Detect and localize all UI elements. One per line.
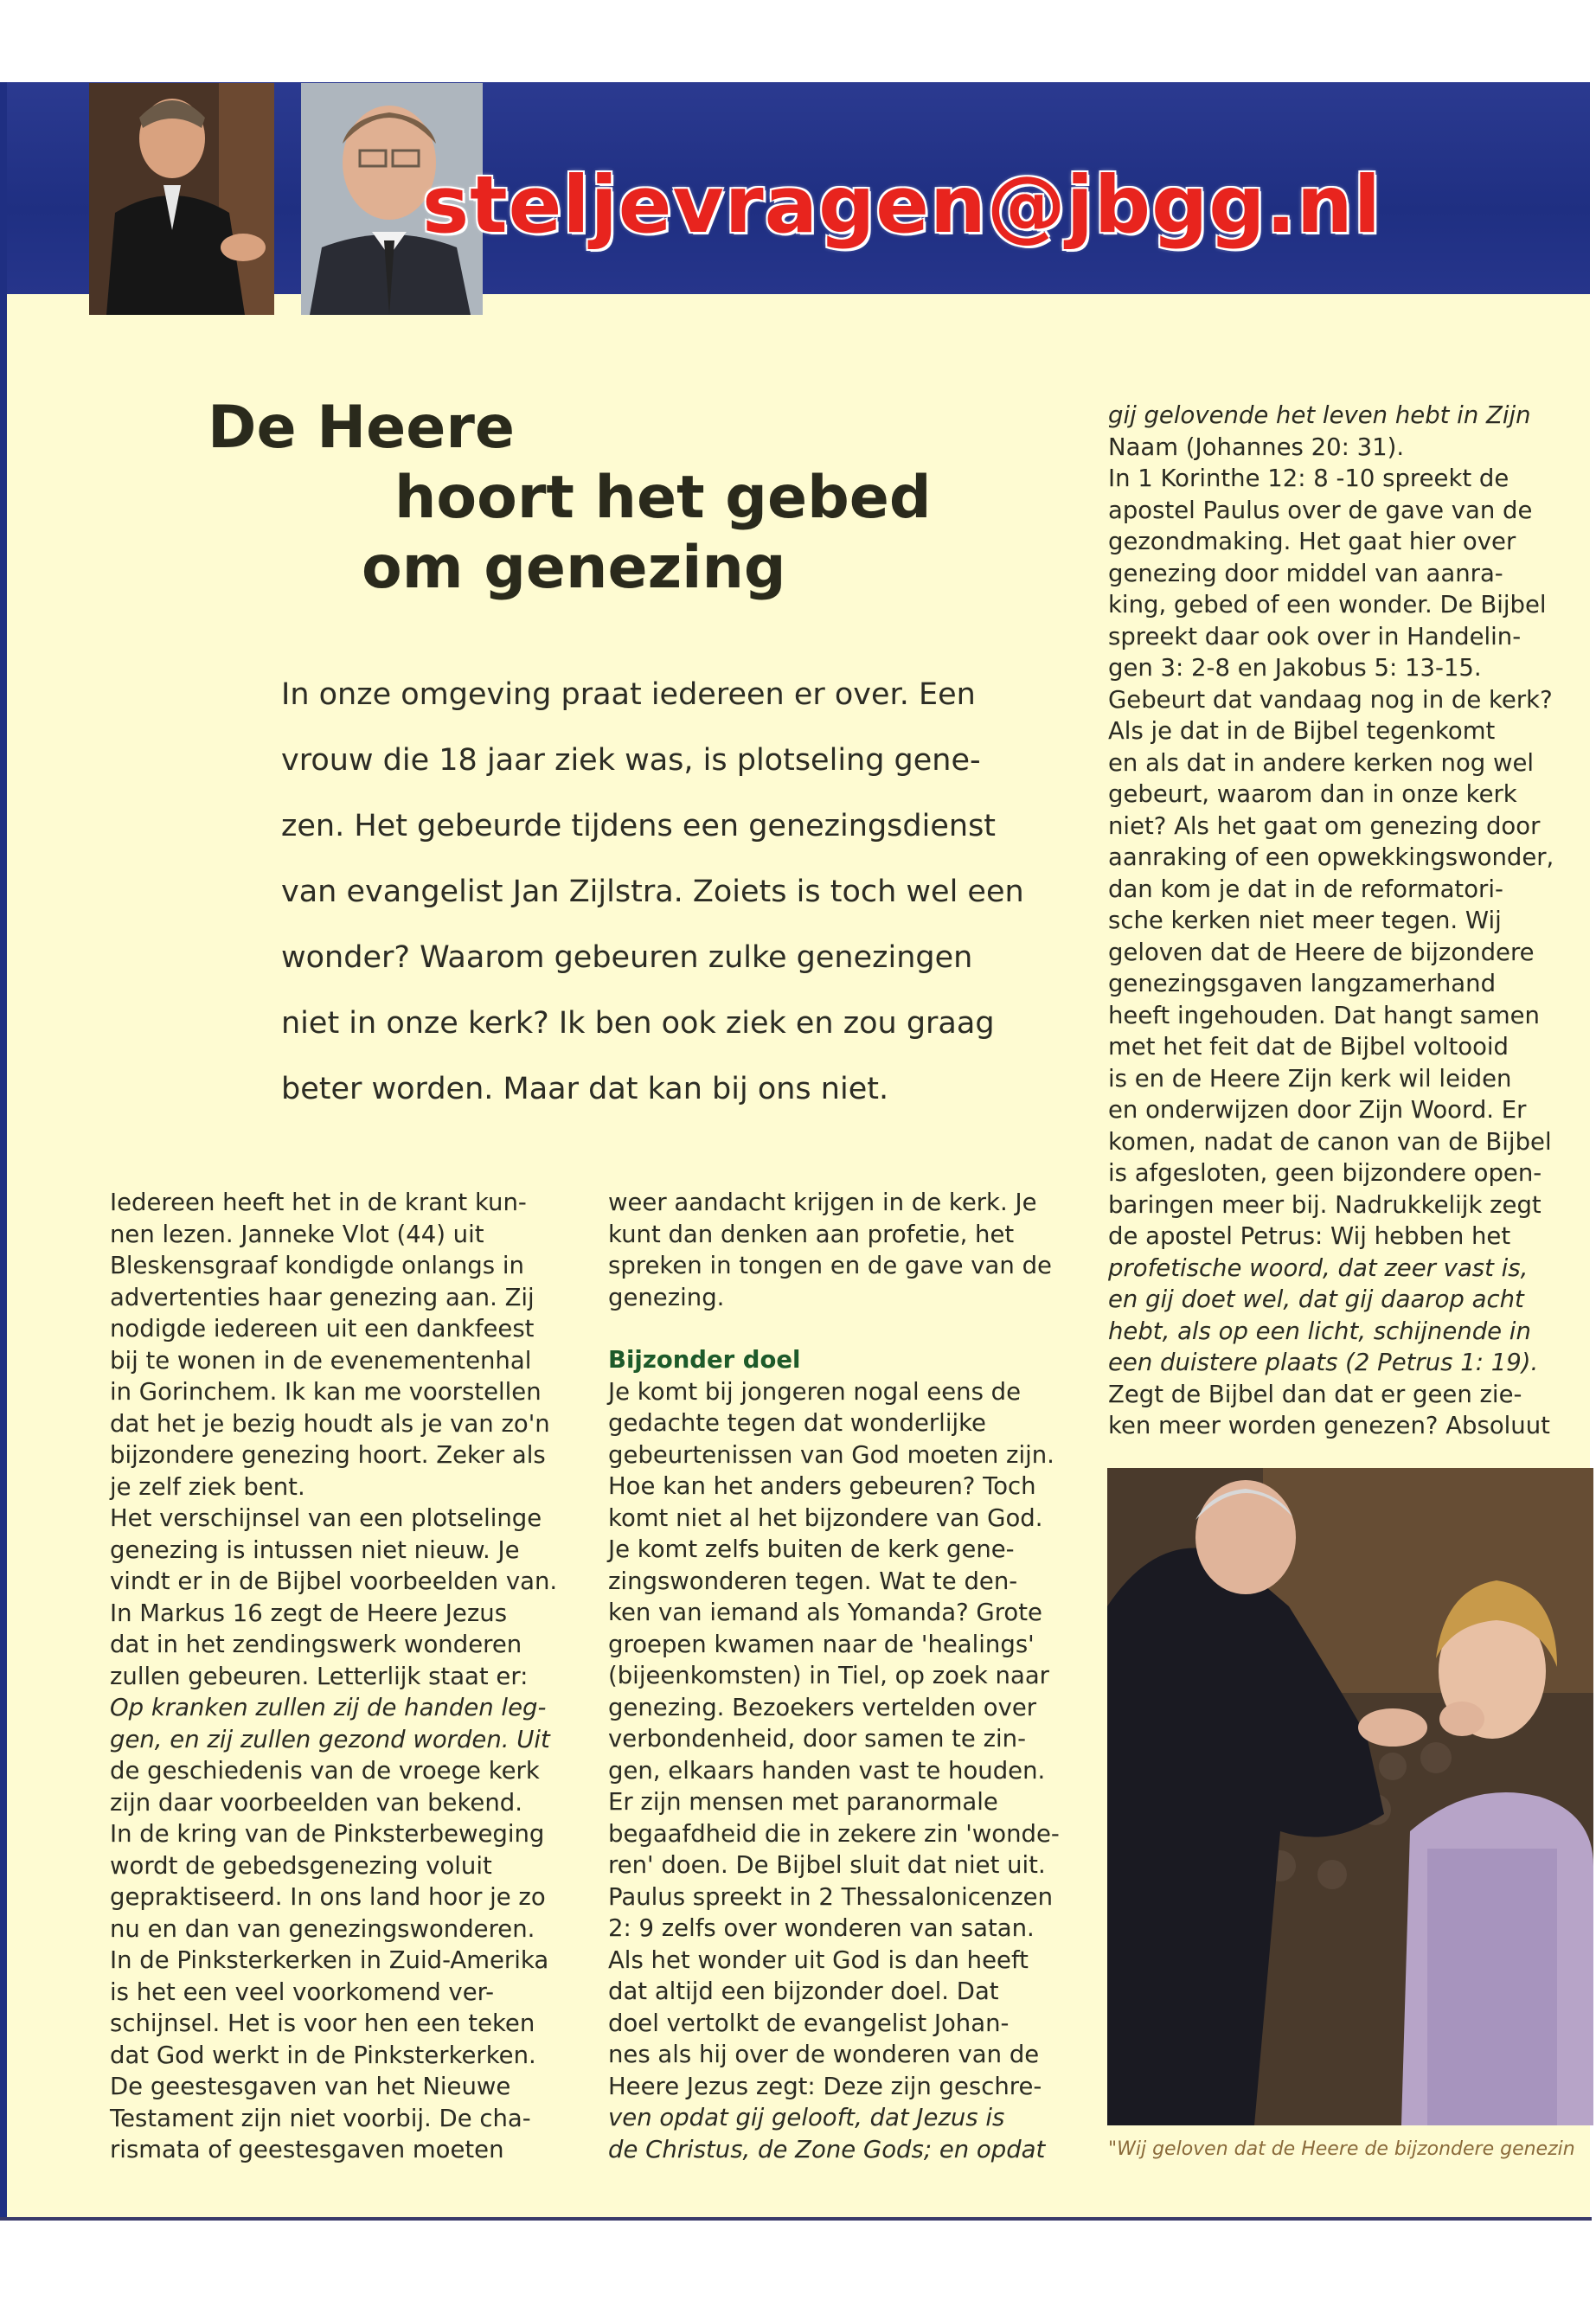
speaker-photo [89,83,274,315]
text-line: genezing. Bezoekers vertelden over [608,1693,1037,1721]
text-line: spreken in tongen en de gave van de [608,1252,1052,1279]
text-line: nodigde iedereen uit een dankfeest [110,1315,535,1343]
text-line: gedachte tegen dat wonderlijke [608,1409,986,1437]
text-line: in Gorinchem. Ik kan me voorstellen [110,1378,542,1406]
subheading: Bijzonder doel [608,1346,801,1374]
text-line: niet? Als het gaat om genezing door [1108,811,1541,840]
quote-line: gen, en zij zullen gezond worden. Uit [110,1725,550,1753]
text-line: en als dat in andere kerken nog wel [1108,748,1535,777]
text-line: bijzondere genezing hoort. Zeker als [110,1441,546,1469]
text-line: Paulus spreekt in 2 Thessalonicenzen [608,1882,1054,1911]
headline-line-1: De Heere [208,394,516,462]
text-line: dat in het zendingswerk wonderen [110,1631,522,1658]
text-line: Heere Jezus zegt: Deze zijn geschre- [608,2072,1042,2100]
text-line: (bijeenkomsten) in Tiel, op zoek naar [608,1662,1049,1689]
text-line: De geestesgaven van het Nieuwe [110,2073,511,2100]
article-column-2 [608,1187,1067,2165]
text-line: advertenties haar genezing aan. Zij [110,1283,535,1311]
text-line: aanraking of een opwekkingswonder, [1108,843,1554,871]
text-line: bij te wonen in de evenementenhal [110,1346,532,1375]
text-line: met het feit dat de Bijbel voltooid [1108,1033,1509,1061]
text-line: en onderwijzen door Zijn Woord. Er [1108,1096,1527,1124]
text-line: Je komt zelfs buiten de kerk gene- [608,1535,1015,1563]
text-line: baringen meer bij. Nadrukkelijk zegt [1108,1190,1542,1219]
text-line: dat altijd een bijzonder doel. Dat [608,1977,999,2005]
text-line: Hoe kan het anders gebeuren? Toch [608,1472,1036,1500]
text-line: gen, elkaars handen vast te houden. [608,1756,1046,1785]
text-line: Er zijn mensen met paranormale [608,1788,998,1816]
text-line: geloven dat de Heere de bijzondere [1108,938,1535,966]
page-bottom-rule [0,2217,1592,2221]
text-line: Als het wonder uit God is dan heeft [608,1945,1029,1974]
intro-line: van evangelist Jan Zijlstra. Zoiets is toch wel een [281,875,1024,909]
page-left-edge [0,82,7,2219]
text-line: doel vertolkt de evangelist Johan- [608,2009,1010,2037]
text-line: wordt de gebedsgenezing voluit [110,1851,492,1880]
text-line: genezing. [608,1283,725,1311]
text-line: kunt dan denken aan profetie, het [608,1220,1015,1248]
headline-line-2: hoort het gebed [394,464,932,532]
text-line: begaafdheid die in zekere zin 'wonde- [608,1819,1060,1848]
text-line: spreekt daar ook over in Handelin- [1108,622,1522,651]
text-line: dat het je bezig houdt als je van zo'n [110,1409,550,1438]
text-line: In de kring van de Pinksterbeweging [110,1820,545,1848]
intro-line: In onze omgeving praat iedereen er over. Een [281,677,976,712]
text-line: Naam (Johannes 20: 31). [1108,433,1405,461]
text-line: is het een veel voorkomend ver- [110,1977,495,2006]
text-line: In 1 Korinthe 12: 8 -10 spreekt de [1108,465,1509,492]
text-line: heeft ingehouden. Dat hangt samen [1108,1001,1540,1029]
header-email-title: steljevragen@jbgg.nl [422,160,1381,251]
healing-service-photo [1107,1468,1593,2125]
text-line: is afgesloten, geen bijzondere open- [1108,1159,1542,1187]
text-line: In Markus 16 zegt de Heere Jezus [110,1599,508,1627]
text-line: je zelf ziek bent. [110,1472,305,1501]
text-line: genezing is intussen niet nieuw. Je [110,1535,520,1564]
article-column-1 [110,1187,568,2166]
quote-line: Op kranken zullen zij de handen leg- [110,1694,547,1721]
quote-line: hebt, als op een licht, schijnende in [1108,1317,1531,1345]
text-line: dan kom je dat in de reformatori- [1108,875,1503,903]
intro-line: vrouw die 18 jaar ziek was, is plotseling gene- [281,743,981,778]
text-line: ken van iemand als Yomanda? Grote [608,1599,1042,1626]
article-column-3 [1108,400,1567,1442]
text-line: schijnsel. Het is voor hen een teken [110,2009,535,2037]
text-line: gezondmaking. Het gaat hier over [1108,528,1516,555]
quote-line: een duistere plaats (2 Petrus 1: 19). [1108,1349,1539,1376]
text-line: nen lezen. Janneke Vlot (44) uit [110,1220,484,1248]
text-line: komen, nadat de canon van de Bijbel [1108,1127,1552,1156]
text-line: Testament zijn niet voorbij. De cha- [110,2104,531,2132]
quote-line: gij gelovende het leven hebt in Zijn [1108,401,1531,429]
text-line: 2: 9 zelfs over wonderen van satan. [608,1914,1035,1942]
text-line: de apostel Petrus: Wij hebben het [1108,1222,1511,1250]
headline-line-3: om genezing [362,534,786,602]
text-line: vindt er in de Bijbel voorbeelden van. [110,1567,558,1595]
text-line: genezing door middel van aanra- [1108,559,1503,587]
text-line: zijn daar voorbeelden van bekend. [110,1788,522,1817]
text-line: apostel Paulus over de gave van de [1108,496,1533,524]
text-line: groepen kwamen naar de 'healings' [608,1630,1035,1658]
text-line: komt niet al het bijzondere van God. [608,1503,1043,1532]
text-line: Je komt bij jongeren nogal eens de [608,1377,1022,1406]
text-line: gebeurt, waarom dan in onze kerk [1108,780,1517,808]
text-line: nes als hij over de wonderen van de [608,2041,1040,2068]
quote-line: profetische woord, dat zeer vast is, [1108,1253,1529,1282]
text-line: de geschiedenis van de vroege kerk [110,1757,540,1785]
text-line: sche kerken niet meer tegen. Wij [1108,907,1502,934]
quote-line: en gij doet wel, dat gij daarop acht [1108,1285,1524,1313]
text-line: zullen gebeuren. Letterlijk staat er: [110,1662,529,1690]
intro-line: wonder? Waarom gebeuren zulke genezingen [281,940,973,975]
text-line: verbondenheid, door samen te zin- [608,1725,1027,1753]
text-line: Gebeurt dat vandaag nog in de kerk? [1108,685,1553,714]
text-line: Bleskensgraaf kondigde onlangs in [110,1252,524,1279]
text-line: Zegt de Bijbel dan dat er geen zie- [1108,1380,1522,1408]
text-line: Iedereen heeft het in de krant kun- [110,1189,527,1216]
text-line: In de Pinksterkerken in Zuid-Amerika [110,1946,549,1974]
text-line: gebeurtenissen van God moeten zijn. [608,1440,1054,1469]
text-line: gepraktiseerd. In ons land hoor je zo [110,1883,546,1911]
text-line: is en de Heere Zijn kerk wil leiden [1108,1064,1512,1093]
text-line: weer aandacht krijgen in de kerk. Je [608,1189,1037,1216]
intro-line: niet in onze kerk? Ik ben ook ziek en zou graag [281,1006,995,1041]
text-line: genezingsgaven langzamerhand [1108,970,1497,997]
text-line: ren' doen. De Bijbel sluit dat niet uit. [608,1851,1046,1879]
quote-line: de Christus, de Zone Gods; en opdat [608,2135,1046,2163]
text-line: rismata of geestesgaven moeten [110,2136,504,2163]
text-line: dat God werkt in de Pinksterkerken. [110,2041,536,2069]
intro-line: zen. Het gebeurde tijdens een genezingsdienst [281,809,997,843]
text-line: gen 3: 2-8 en Jakobus 5: 13-15. [1108,654,1482,682]
text-line: king, gebed of een wonder. De Bijbel [1108,591,1547,619]
intro-line: beter worden. Maar dat kan bij ons niet. [281,1072,889,1106]
text-line: zingswonderen tegen. Wat te den- [608,1567,1018,1595]
intro-paragraph [281,662,1038,1122]
text-line: nu en dan van genezingswonderen. [110,1914,535,1943]
photo-caption: "Wij geloven dat de Heere de bijzondere genezin [1108,2138,1575,2160]
text-line: Het verschijnsel van een plotselinge [110,1504,542,1532]
quote-line: ven opdat gij gelooft, dat Jezus is [608,2104,1005,2131]
text-line: Als je dat in de Bijbel tegenkomt [1108,717,1496,745]
text-line: ken meer worden genezen? Absoluut [1108,1412,1550,1439]
